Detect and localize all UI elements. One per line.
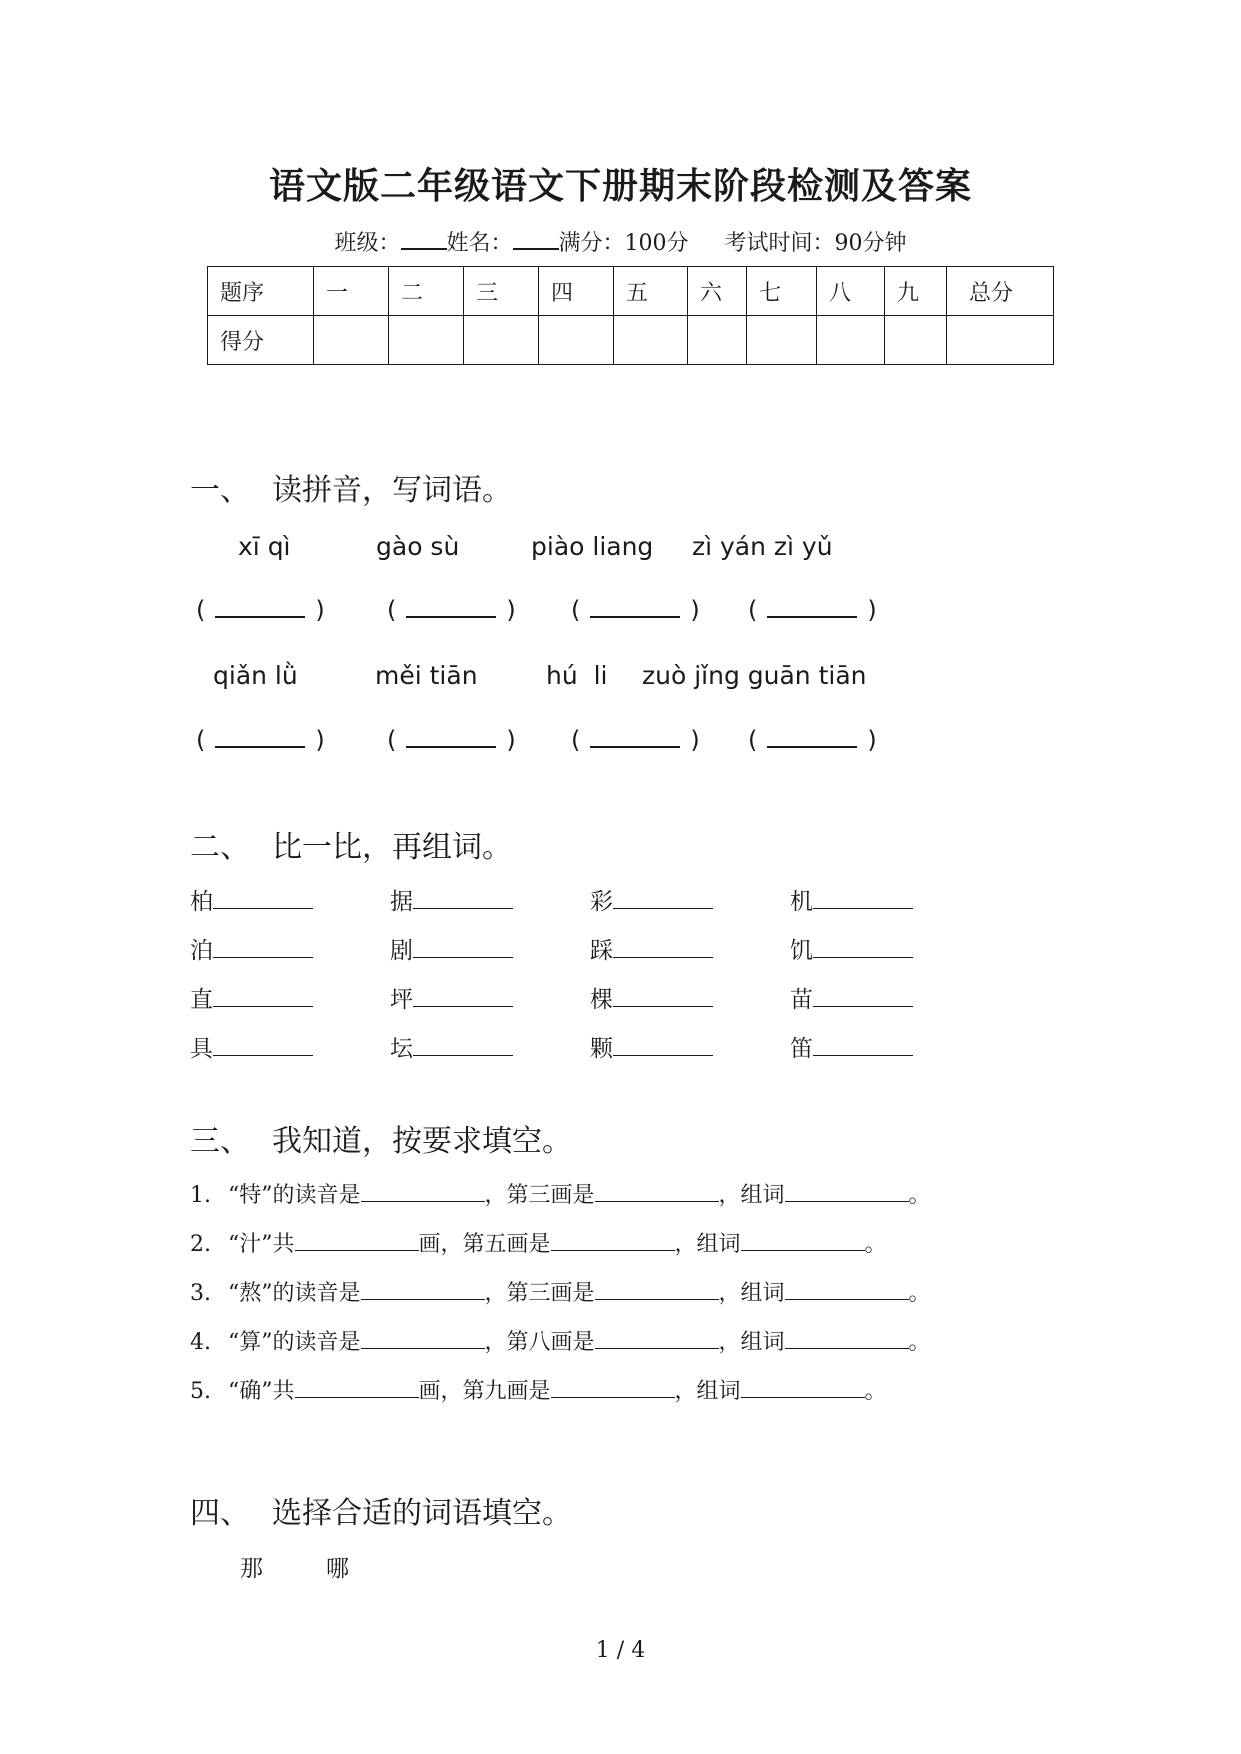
compare-item[interactable]: 苗: [790, 981, 913, 1014]
score-cell[interactable]: [947, 316, 1054, 365]
compare-item[interactable]: 踩: [590, 932, 713, 965]
compare-item[interactable]: 泊: [190, 932, 313, 965]
compare-item[interactable]: 坛: [390, 1030, 513, 1063]
compare-item[interactable]: 棵: [590, 981, 713, 1014]
answer-paren[interactable]: ( ): [387, 726, 516, 754]
compare-item[interactable]: 柏: [190, 883, 313, 916]
table-header-cell: 一: [314, 267, 389, 316]
section-title: 选择合适的词语填空。: [272, 1496, 572, 1531]
score-cell[interactable]: [314, 316, 389, 365]
fill-item[interactable]: 2. “汁”共 画，第五画是 ，组词 。: [190, 1232, 887, 1257]
section-3-heading: [190, 1116, 572, 1160]
section-1-heading: [190, 465, 512, 509]
answer-paren[interactable]: ( ): [748, 726, 877, 754]
compare-item[interactable]: 机: [790, 883, 913, 916]
compare-item[interactable]: 坪: [390, 981, 513, 1014]
word-option: 那: [240, 1556, 263, 1582]
name-label: 姓名：: [446, 231, 513, 256]
exam-time: 考试时间：90分钟: [724, 231, 907, 256]
score-cell[interactable]: [539, 316, 614, 365]
compare-item[interactable]: 直: [190, 981, 313, 1014]
pinyin-item: zì yán zì yǔ: [692, 532, 833, 561]
section-4-heading: [190, 1488, 572, 1532]
table-row-label: 得分: [208, 316, 314, 365]
fill-item[interactable]: 3. “熬”的读音是 ，第三画是 ，组词 。: [190, 1281, 931, 1306]
score-cell[interactable]: [389, 316, 464, 365]
compare-item[interactable]: 具: [190, 1030, 313, 1063]
exam-info-line: [0, 226, 1241, 257]
pinyin-item: měi tiān: [375, 661, 478, 690]
answer-paren[interactable]: ( ): [387, 596, 516, 624]
table-header-cell: 六: [688, 267, 747, 316]
word-option: 哪: [326, 1556, 349, 1582]
answer-paren[interactable]: ( ): [571, 596, 700, 624]
score-cell[interactable]: [688, 316, 747, 365]
section-title: 我知道，按要求填空。: [272, 1124, 572, 1159]
section-title: 比一比，再组词。: [272, 830, 512, 865]
page-title: 语文版二年级语文下册期末阶段检测及答案: [268, 165, 972, 207]
section-number: 三、: [190, 1124, 250, 1159]
answer-paren[interactable]: ( ): [748, 596, 877, 624]
fill-item[interactable]: 4. “算”的读音是 ，第八画是 ，组词 。: [190, 1330, 931, 1355]
table-header-cell: 总分: [947, 267, 1054, 316]
compare-item[interactable]: 笛: [790, 1030, 913, 1063]
table-header-cell: 九: [885, 267, 947, 316]
class-blank[interactable]: [401, 228, 447, 250]
answer-paren[interactable]: ( ): [196, 596, 325, 624]
pinyin-item: hú li: [546, 661, 608, 690]
compare-item[interactable]: 饥: [790, 932, 913, 965]
answer-paren[interactable]: ( ): [571, 726, 700, 754]
section-number: 二、: [190, 830, 250, 865]
name-blank[interactable]: [513, 228, 559, 250]
full-score: 满分：100分: [558, 231, 689, 256]
pinyin-item: zuò jǐng guān tiān: [642, 661, 867, 690]
pinyin-item: piào liang: [531, 532, 654, 561]
compare-item[interactable]: 彩: [590, 883, 713, 916]
table-header-cell: 八: [817, 267, 885, 316]
table-header-cell: 五: [614, 267, 688, 316]
score-cell[interactable]: [885, 316, 947, 365]
fill-item[interactable]: 1. “特”的读音是 ，第三画是 ，组词 。: [190, 1183, 931, 1208]
answer-paren[interactable]: ( ): [196, 726, 325, 754]
pinyin-item: qiǎn lǜ: [213, 661, 298, 690]
fill-item[interactable]: 5. “确”共 画，第九画是 ，组词 。: [190, 1379, 887, 1404]
pinyin-item: gào sù: [376, 532, 460, 561]
section-number: 四、: [190, 1496, 250, 1531]
table-header-cell: 四: [539, 267, 614, 316]
compare-item[interactable]: 剧: [390, 932, 513, 965]
score-table-score-row: [208, 316, 1054, 365]
score-cell[interactable]: [614, 316, 688, 365]
score-table-header-row: [208, 267, 1054, 316]
section-number: 一、: [190, 473, 250, 508]
table-header-cell: 三: [464, 267, 539, 316]
compare-item[interactable]: 据: [390, 883, 513, 916]
class-label: 班级：: [334, 231, 401, 256]
table-header-cell: 题序: [208, 267, 314, 316]
section-2-heading: [190, 822, 512, 866]
section-title: 读拼音，写词语。: [272, 473, 512, 508]
compare-item[interactable]: 颗: [590, 1030, 713, 1063]
score-cell[interactable]: [464, 316, 539, 365]
pinyin-item: xī qì: [238, 532, 291, 561]
table-header-cell: 七: [747, 267, 817, 316]
page-number: 1 / 4: [595, 1638, 646, 1663]
table-header-cell: 二: [389, 267, 464, 316]
score-table: [207, 266, 1054, 365]
score-cell[interactable]: [747, 316, 817, 365]
score-cell[interactable]: [817, 316, 885, 365]
